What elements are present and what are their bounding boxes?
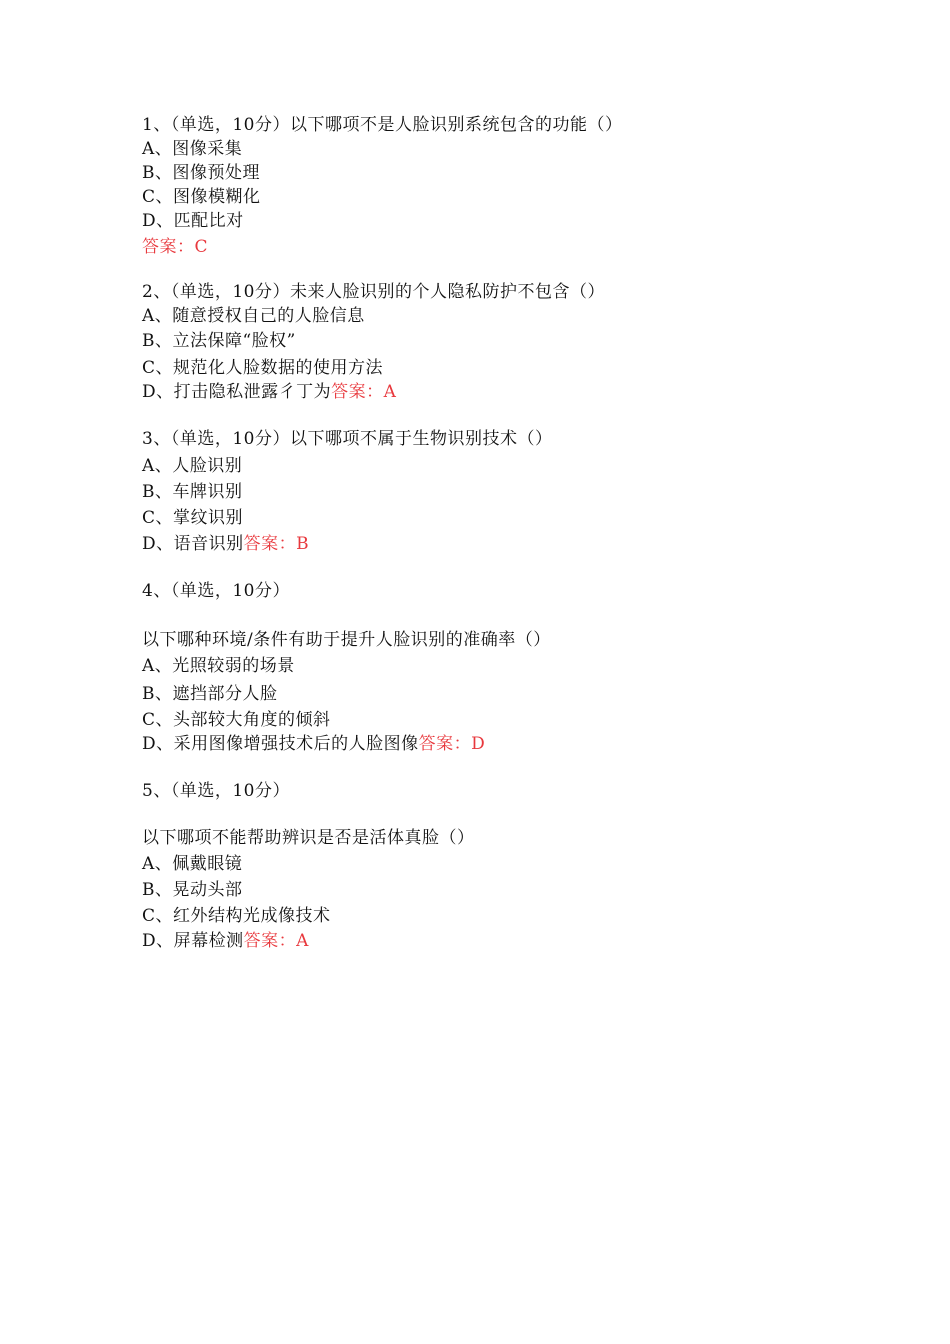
question-4-option-c: C、头部较大角度的倾斜 [142, 710, 331, 730]
question-1-option-a: A、图像采集 [142, 139, 243, 159]
question-3-stem: 3、（单选，10分）以下哪项不属于生物识别技术（） [142, 429, 553, 449]
question-4-option-d: D、采用图像增强技术后的人脸图像 [142, 734, 419, 754]
question-5-option-c: C、红外结构光成像技术 [142, 906, 331, 926]
question-3-option-d: D、语音识别 [142, 534, 244, 554]
question-3-option-d-line [142, 533, 309, 555]
question-1-answer: 答案：C [142, 237, 209, 257]
question-5-stem-text: 以下哪项不能帮助辨识是否是活体真脸（） [142, 828, 475, 848]
question-5-option-b: B、晃动头部 [142, 880, 243, 900]
question-1-option-b: B、图像预处理 [142, 163, 260, 183]
question-5-answer: 答案：A [243, 931, 309, 951]
question-3-option-b: B、车牌识别 [142, 482, 243, 502]
question-5-stem: 5、（单选，10分） [142, 781, 290, 801]
question-1-option-c: C、图像模糊化 [142, 187, 261, 207]
question-4-option-b: B、遮挡部分人脸 [142, 684, 278, 704]
question-2-option-c: C、规范化人脸数据的使用方法 [142, 358, 384, 378]
question-2-option-b: B、立法保障“脸权” [142, 331, 296, 351]
question-5-option-a: A、佩戴眼镜 [142, 854, 243, 874]
question-2-option-d-line [142, 381, 396, 403]
question-5-option-d: D、屏幕检测 [142, 931, 244, 951]
question-3-answer: 答案：B [243, 534, 310, 554]
question-5-option-d-line [142, 930, 309, 952]
question-3-option-a: A、人脸识别 [142, 456, 243, 476]
question-4-stem-text: 以下哪种环境/条件有助于提升人脸识别的准确率（） [142, 630, 551, 650]
question-1-option-d: D、匹配比对 [142, 211, 244, 231]
question-4-stem: 4、（单选，10分） [142, 581, 290, 601]
question-2-option-a: A、随意授权自己的人脸信息 [142, 306, 365, 326]
question-4-option-a: A、光照较弱的场景 [142, 656, 295, 676]
question-3-option-c: C、掌纹识别 [142, 508, 244, 528]
question-1-stem: 1、（单选，10分）以下哪项不是人脸识别系统包含的功能（） [142, 115, 623, 135]
question-4-option-d-line [142, 733, 485, 755]
question-2-answer: 答案：A [331, 382, 397, 402]
question-2-stem: 2、（单选，10分）未来人脸识别的个人隐私防护不包含（） [142, 282, 605, 302]
question-2-option-d: D、打击隐私泄露彳丁为 [142, 382, 332, 402]
question-4-answer: 答案：D [418, 734, 486, 754]
